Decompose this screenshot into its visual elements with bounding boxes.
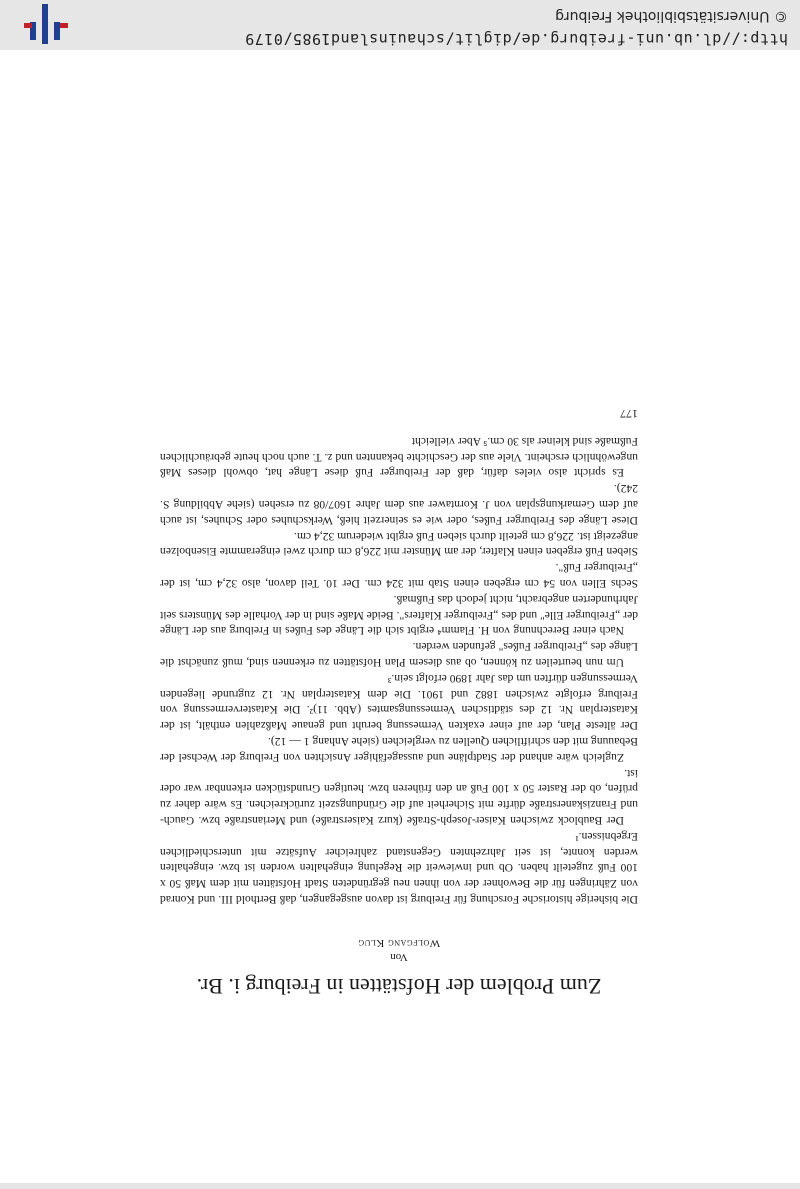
bottom-edge-band xyxy=(0,1183,800,1189)
ub-freiburg-logo-icon xyxy=(24,4,68,44)
copyright-credit: © Universitätsbibliothek Freiburg xyxy=(555,8,788,24)
author-name: Wolfgang Klug xyxy=(357,937,441,949)
paragraph: Der älteste Plan, der auf einer exakten Vermessung beruht und genaue Maßzahlen enthält, ist der Katasterplan Nr. 12 des städtischen Vermessungsamtes (Abb. 11)². Die Katastervermessung von Freiburg erfolgte zwischen 1882 und 1901. Die dem Katasterplan Nr. 12 zugrunde liegenden Vermessungen dürften um das Jahr 1890 erfolgt sein.³ xyxy=(160,671,638,733)
library-footer xyxy=(0,0,800,50)
article-title: Zum Problem der Hofstätten in Freiburg i. Br. xyxy=(196,974,602,999)
paragraph: Es spricht also vieles dafür, daß der Freiburger Fuß diese Länge hat, obwohl dieses Maß ungewöhnlich erscheint. Viele aus der Geschichte bekannten und z. T. auch noch heute gebräuchlichen Fußmaße sind kleiner als 30 cm.⁵ Aber vielleicht xyxy=(160,434,638,480)
paragraph: Sieben Fuß ergeben einen Klafter, der am Münster mit 226,8 cm durch zwei eingerammte Eisenbolzen angezeigt ist. 226,8 cm geteilt durch sieben Fuß ergibt wiederum 32,4 cm. xyxy=(160,529,638,559)
paragraph: Der Baublock zwischen Kaiser-Joseph-Straße (kurz Kaiserstraße) und Merianstraße bzw. Gauch- und Franziskanerstraße dürfte mit Sicherheit auf die Gründungszeit zurückreichen. Es wäre daher zu prüfen, ob der Raster 50 x 100 Fuß an den früheren bzw. heutigen Grundstücken erkennbar war oder ist. xyxy=(160,766,638,828)
article xyxy=(160,406,638,999)
paragraph: Um nun beurteilen zu können, ob aus diesem Plan Hofstätten zu erkennen sind, muß zunächst die Länge des „Freiburger Fußes" gefunden werden. xyxy=(160,640,638,670)
paragraph: Nach einer Berechnung von H. Flamm⁴ ergibt sich die Länge des Fußes in Freiburg aus der Länge der „Freiburger Elle" und des „Freiburger Klafters". Beide Maße sind in der Vorhalle des Münsters seit Jahrhunderten angebracht, nicht jedoch das Fußmaß. xyxy=(160,592,638,638)
paragraph: Zugleich wäre anhand der Stadtpläne und aussagefähiger Ansichten von Freiburg der Wechsel der Bebauung mit den schriftlichen Quellen zu vergleichen (siehe Anhang 1 — 12). xyxy=(160,735,638,764)
page-number: 177 xyxy=(620,407,638,422)
permalink-url[interactable]: http://dl.ub.uni-freiburg.de/diglit/schauinsland1985/0179 xyxy=(244,30,788,48)
paragraph: Sechs Ellen von 54 cm ergeben einen Stab mit 324 cm. Der 10. Teil davon, also 32,4 cm, ist der „Freiburger Fuß". xyxy=(160,561,638,591)
paragraph: Diese Länge des Freiburger Fußes, oder wie es seinerzeit hieß, Werkschuhes oder Schuhes, ist auch auf dem Gemarkungsplan von J. Korntawer aus dem Jahre 1607/08 zu ersehen (siehe Abbildung S. 242). xyxy=(160,482,638,527)
by-line: Von xyxy=(390,951,408,963)
paragraph: Die bisherige historische Forschung für Freiburg ist davon ausgegangen, daß Berthold III. und Konrad von Zähringen für die Bewohner der von ihnen neu gegründeten Stadt Hofstätten mit dem Maß 50 x 100 Fuß zugeteilt haben. Ob und inwieweit die Regelung eingehalten worden ist bzw. eingehalten werden konnte, ist seit Jahrzehnten Gegenstand zahlreicher Aufsätze mit unterschiedlichen Ergebnissen.¹ xyxy=(160,829,638,906)
